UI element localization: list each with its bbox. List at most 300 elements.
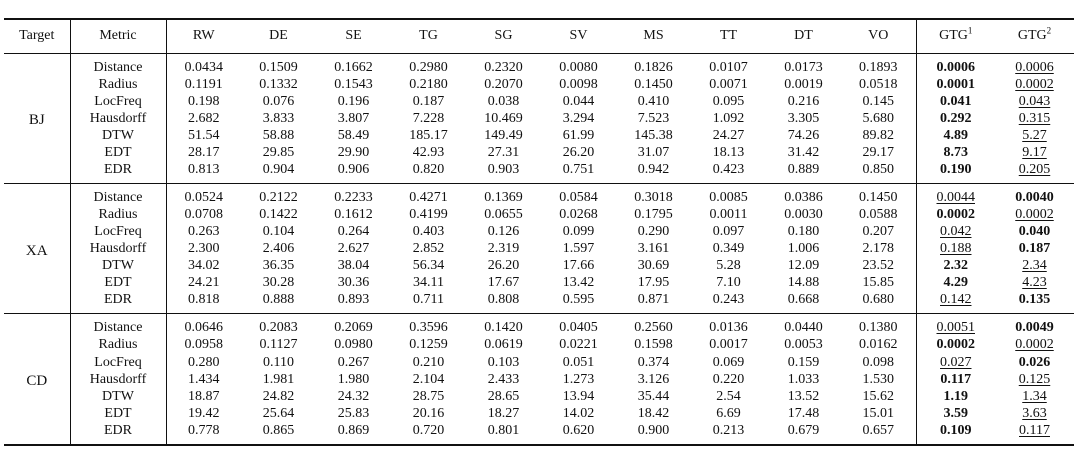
value-cell: 0.0053: [784, 337, 823, 353]
value-cell: 0.813: [188, 161, 220, 177]
value-cell: 3.161: [637, 241, 670, 257]
gtg2-cell: [995, 388, 1074, 405]
value-cell: 0.290: [637, 224, 670, 240]
value-cell: 0.904: [262, 161, 295, 177]
header-gtg1: [916, 19, 995, 53]
value-cell: 0.110: [263, 354, 294, 370]
metric-label: Hausdorff: [70, 371, 166, 388]
gtg1-value: 1.19: [943, 388, 968, 404]
value-cell: 2.54: [716, 388, 741, 404]
value-cell: 0.0098: [559, 76, 598, 92]
value-cell: 2.852: [412, 241, 445, 257]
value-cell: 20.16: [412, 405, 445, 421]
value-cell: 0.187: [412, 93, 445, 109]
value-cell: 0.0386: [784, 189, 823, 205]
value-cell: 0.865: [262, 422, 295, 438]
table-row: [4, 422, 1074, 445]
value-cell: 0.2233: [334, 189, 373, 205]
table-row: [4, 93, 1074, 110]
value-cell: 17.95: [637, 275, 670, 291]
value-cell: 38.04: [337, 258, 370, 274]
results-table-container: [4, 18, 1074, 446]
value-cell: 0.0958: [184, 337, 223, 353]
gtg2-value: 0.0002: [1015, 337, 1054, 353]
value-cell: 0.0405: [559, 320, 598, 336]
target-label: CD: [4, 314, 70, 445]
value-cell: 3.126: [637, 371, 670, 387]
value-cell: 36.35: [262, 258, 295, 274]
value-cell: 0.243: [712, 292, 745, 308]
value-cell: 15.62: [841, 388, 916, 405]
metric-label: EDT: [70, 144, 166, 161]
value-cell: 0.778: [188, 422, 220, 438]
value-cell: 3.305: [787, 110, 820, 126]
metric-label: EDT: [70, 274, 166, 291]
value-cell: 0.1422: [259, 207, 298, 223]
value-cell: 0.198: [188, 93, 220, 109]
gtg1-cell: [916, 371, 995, 388]
metric-label: Radius: [70, 336, 166, 353]
value-cell: 0.0173: [784, 59, 823, 75]
gtg2-cell: [995, 110, 1074, 127]
value-cell: 28.65: [487, 388, 520, 404]
header-method: DE: [269, 28, 288, 44]
value-cell: 3.294: [562, 110, 595, 126]
gtg1-value: 0.0002: [936, 207, 975, 223]
value-cell: 0.403: [412, 224, 445, 240]
gtg1-value: 3.59: [943, 405, 968, 421]
value-cell: 0.374: [637, 354, 670, 370]
value-cell: 0.0655: [484, 207, 523, 223]
value-cell: 0.0011: [709, 207, 748, 223]
table-row: [4, 110, 1074, 127]
value-cell: 0.423: [712, 161, 745, 177]
header-method: SG: [494, 28, 513, 44]
value-cell: 0.051: [562, 354, 595, 370]
metric-label: DTW: [70, 257, 166, 274]
value-cell: 0.0518: [841, 76, 916, 93]
gtg1-value: 0.0001: [936, 76, 975, 92]
target-group: [4, 53, 1074, 183]
value-cell: 24.82: [262, 388, 295, 404]
value-cell: 0.2069: [334, 320, 373, 336]
value-cell: 2.682: [188, 110, 220, 126]
value-cell: 0.1420: [484, 320, 523, 336]
gtg1-value: 0.0002: [936, 337, 975, 353]
gtg2-cell: [995, 371, 1074, 388]
value-cell: 0.2980: [409, 59, 448, 75]
value-cell: 0.2560: [634, 320, 673, 336]
metric-label: LocFreq: [70, 354, 166, 371]
value-cell: 0.942: [637, 161, 670, 177]
value-cell: 0.038: [487, 93, 520, 109]
value-cell: 0.3018: [634, 189, 673, 205]
gtg1-cell: [916, 206, 995, 223]
value-cell: 0.1332: [259, 76, 298, 92]
value-cell: 0.1369: [484, 189, 523, 205]
value-cell: 0.903: [487, 161, 520, 177]
table-row: [4, 291, 1074, 314]
value-cell: 0.900: [637, 422, 670, 438]
table-row: [4, 371, 1074, 388]
value-cell: 149.49: [484, 127, 523, 143]
gtg1-cell: [916, 388, 995, 405]
gtg1-value: 2.32: [943, 258, 968, 274]
gtg1-value: 0.0006: [936, 59, 975, 75]
value-cell: 0.1543: [334, 76, 373, 92]
value-cell: 29.90: [337, 144, 370, 160]
value-cell: 0.751: [562, 161, 595, 177]
value-cell: 17.48: [787, 405, 820, 421]
value-cell: 0.620: [562, 422, 595, 438]
gtg1-cell: [916, 183, 995, 206]
table-row: [4, 336, 1074, 353]
target-label: XA: [4, 183, 70, 313]
value-cell: 2.433: [487, 371, 520, 387]
value-cell: 0.349: [712, 241, 745, 257]
value-cell: 17.66: [562, 258, 595, 274]
table-row: [4, 274, 1074, 291]
value-cell: 0.210: [412, 354, 445, 370]
gtg1-value: 0.188: [940, 241, 972, 257]
value-cell: 0.0071: [709, 76, 748, 92]
gtg1-cell: [916, 336, 995, 353]
value-cell: 26.20: [487, 258, 520, 274]
value-cell: 30.28: [262, 275, 295, 291]
value-cell: 0.0584: [559, 189, 598, 205]
gtg1-cell: [916, 314, 995, 337]
value-cell: 1.092: [712, 110, 745, 126]
gtg1-value: 4.89: [943, 127, 968, 143]
value-cell: 0.906: [337, 161, 370, 177]
metric-label: EDR: [70, 161, 166, 184]
gtg2-cell: [995, 127, 1074, 144]
header-row: [4, 19, 1074, 53]
table-row: [4, 183, 1074, 206]
table-row: [4, 76, 1074, 93]
value-cell: 2.406: [262, 241, 295, 257]
value-cell: 29.85: [262, 144, 295, 160]
table-row: [4, 144, 1074, 161]
gtg1-value: 0.190: [940, 161, 972, 177]
target-label: BJ: [4, 53, 70, 183]
gtg2-cell: [995, 161, 1074, 184]
value-cell: 0.893: [337, 292, 370, 308]
value-cell: 31.07: [637, 144, 670, 160]
value-cell: 1.006: [787, 241, 820, 257]
value-cell: 23.52: [841, 257, 916, 274]
header-gtg2: [995, 19, 1074, 53]
value-cell: 29.17: [841, 144, 916, 161]
value-cell: 12.09: [787, 258, 820, 274]
gtg1-cell: [916, 240, 995, 257]
table-row: [4, 354, 1074, 371]
value-cell: 1.434: [188, 371, 220, 387]
gtg1-cell: [916, 93, 995, 110]
metric-label: Radius: [70, 76, 166, 93]
value-cell: 2.300: [188, 241, 220, 257]
metric-label: DTW: [70, 127, 166, 144]
gtg2-value: 0.043: [1018, 93, 1051, 109]
header-method: TG: [419, 28, 438, 44]
metric-label: EDR: [70, 291, 166, 314]
gtg1-value: 0.027: [940, 354, 972, 370]
table-header: [4, 19, 1074, 53]
value-cell: 0.145: [841, 93, 916, 110]
value-cell: 0.0646: [184, 320, 223, 336]
value-cell: 61.99: [562, 127, 595, 143]
value-cell: 25.64: [262, 405, 295, 421]
value-cell: 0.0708: [184, 207, 223, 223]
value-cell: 0.0524: [184, 189, 223, 205]
table-row: [4, 161, 1074, 184]
header-method: VO: [841, 19, 916, 53]
value-cell: 31.42: [787, 144, 820, 160]
value-cell: 2.319: [487, 241, 520, 257]
gtg2-value: 3.63: [1022, 405, 1047, 421]
value-cell: 0.2320: [484, 59, 523, 75]
metric-label: LocFreq: [70, 93, 166, 110]
value-cell: 34.11: [413, 275, 444, 291]
value-cell: 0.1893: [841, 53, 916, 76]
header-gtg2-base: GTG: [1017, 28, 1047, 44]
value-cell: 0.098: [841, 354, 916, 371]
gtg2-value: 5.27: [1022, 127, 1047, 143]
value-cell: 0.801: [487, 422, 520, 438]
gtg1-value: 0.142: [940, 292, 972, 308]
gtg2-cell: [995, 240, 1074, 257]
value-cell: 0.889: [787, 161, 820, 177]
gtg2-value: 0.315: [1018, 110, 1051, 126]
value-cell: 0.267: [337, 354, 370, 370]
value-cell: 0.818: [188, 292, 220, 308]
gtg2-value: 0.0006: [1015, 59, 1054, 75]
value-cell: 0.595: [562, 292, 595, 308]
gtg1-cell: [916, 405, 995, 422]
value-cell: 0.0221: [559, 337, 598, 353]
value-cell: 0.1127: [259, 337, 298, 353]
value-cell: 14.88: [787, 275, 820, 291]
value-cell: 34.02: [188, 258, 220, 274]
gtg2-value: 0.205: [1018, 161, 1051, 177]
gtg2-cell: [995, 144, 1074, 161]
value-cell: 0.0619: [484, 337, 523, 353]
value-cell: 58.88: [262, 127, 295, 143]
table-row: [4, 223, 1074, 240]
value-cell: 0.1509: [259, 59, 298, 75]
value-cell: 0.0434: [184, 59, 223, 75]
metric-label: LocFreq: [70, 223, 166, 240]
gtg1-value: 0.042: [940, 224, 972, 240]
metric-label: Hausdorff: [70, 240, 166, 257]
value-cell: 0.076: [262, 93, 295, 109]
value-cell: 14.02: [562, 405, 595, 421]
value-cell: 15.01: [841, 405, 916, 422]
value-cell: 0.888: [262, 292, 295, 308]
value-cell: 0.4199: [409, 207, 448, 223]
value-cell: 0.2083: [259, 320, 298, 336]
value-cell: 0.097: [712, 224, 745, 240]
gtg2-value: 0.0002: [1015, 76, 1054, 92]
value-cell: 28.75: [412, 388, 445, 404]
value-cell: 5.28: [716, 258, 741, 274]
value-cell: 0.4271: [409, 189, 448, 205]
metric-label: Distance: [70, 314, 166, 337]
gtg1-cell: [916, 110, 995, 127]
value-cell: 24.32: [337, 388, 370, 404]
value-cell: 3.807: [337, 110, 370, 126]
gtg1-value: 0.109: [940, 422, 972, 438]
value-cell: 0.216: [787, 93, 820, 109]
value-cell: 0.0440: [784, 320, 823, 336]
table-row: [4, 314, 1074, 337]
header-gtg1-base: GTG: [939, 28, 968, 44]
gtg1-cell: [916, 76, 995, 93]
value-cell: 30.36: [337, 275, 370, 291]
value-cell: 0.0268: [559, 207, 598, 223]
gtg1-value: 0.0051: [936, 320, 975, 336]
value-cell: 1.530: [841, 371, 916, 388]
gtg2-value: 0.135: [1018, 292, 1051, 308]
value-cell: 25.83: [337, 405, 370, 421]
table-row: [4, 127, 1074, 144]
value-cell: 0.820: [412, 161, 445, 177]
value-cell: 7.523: [637, 110, 670, 126]
gtg1-value: 8.73: [943, 144, 968, 160]
value-cell: 13.94: [562, 388, 595, 404]
gtg2-value: 0.125: [1018, 371, 1051, 387]
value-cell: 51.54: [188, 127, 220, 143]
header-gtg2-sup: 2: [1046, 25, 1052, 36]
gtg2-cell: [995, 314, 1074, 337]
gtg2-value: 0.026: [1018, 354, 1051, 370]
value-cell: 1.273: [562, 371, 595, 387]
header-method: SV: [569, 28, 588, 44]
value-cell: 74.26: [787, 127, 820, 143]
value-cell: 0.180: [787, 224, 820, 240]
value-cell: 35.44: [637, 388, 670, 404]
value-cell: 0.263: [188, 224, 220, 240]
value-cell: 1.981: [262, 371, 295, 387]
gtg2-cell: [995, 336, 1074, 353]
header-method: SE: [345, 28, 362, 44]
value-cell: 10.469: [484, 110, 523, 126]
value-cell: 0.850: [841, 161, 916, 184]
gtg2-value: 0.187: [1018, 241, 1051, 257]
header-gtg1-sup: 1: [967, 25, 973, 36]
table-row: [4, 388, 1074, 405]
value-cell: 27.31: [487, 144, 520, 160]
value-cell: 18.27: [487, 405, 520, 421]
value-cell: 0.264: [337, 224, 370, 240]
value-cell: 58.49: [337, 127, 370, 143]
value-cell: 56.34: [412, 258, 445, 274]
metric-label: Hausdorff: [70, 110, 166, 127]
value-cell: 18.42: [637, 405, 670, 421]
gtg2-cell: [995, 274, 1074, 291]
value-cell: 0.0030: [784, 207, 823, 223]
value-cell: 0.2122: [259, 189, 298, 205]
gtg2-cell: [995, 183, 1074, 206]
value-cell: 2.104: [412, 371, 445, 387]
value-cell: 0.099: [562, 224, 595, 240]
value-cell: 24.21: [188, 275, 220, 291]
table-row: [4, 405, 1074, 422]
value-cell: 0.1191: [184, 76, 223, 92]
value-cell: 0.1612: [334, 207, 373, 223]
value-cell: 0.220: [712, 371, 745, 387]
value-cell: 0.1450: [841, 183, 916, 206]
value-cell: 0.280: [188, 354, 220, 370]
header-method: TT: [719, 28, 738, 44]
value-cell: 0.657: [841, 422, 916, 445]
value-cell: 6.69: [716, 405, 741, 421]
header-method: DT: [794, 28, 813, 44]
value-cell: 0.720: [412, 422, 445, 438]
metric-label: Distance: [70, 183, 166, 206]
gtg2-value: 2.34: [1022, 258, 1047, 274]
gtg2-cell: [995, 291, 1074, 314]
value-cell: 30.69: [637, 258, 670, 274]
value-cell: 0.126: [487, 224, 520, 240]
value-cell: 0.1598: [634, 337, 673, 353]
value-cell: 0.871: [637, 292, 670, 308]
value-cell: 2.627: [337, 241, 370, 257]
value-cell: 0.869: [337, 422, 370, 438]
value-cell: 0.0080: [559, 59, 598, 75]
gtg1-cell: [916, 144, 995, 161]
gtg2-cell: [995, 223, 1074, 240]
value-cell: 0.680: [841, 291, 916, 314]
table-row: [4, 257, 1074, 274]
value-cell: 0.095: [712, 93, 745, 109]
gtg2-cell: [995, 76, 1074, 93]
gtg2-cell: [995, 93, 1074, 110]
gtg1-cell: [916, 422, 995, 445]
value-cell: 0.196: [337, 93, 370, 109]
value-cell: 0.103: [487, 354, 520, 370]
target-group: [4, 314, 1074, 445]
gtg2-value: 9.17: [1022, 144, 1047, 160]
target-group: [4, 183, 1074, 313]
value-cell: 7.228: [412, 110, 445, 126]
value-cell: 0.044: [562, 93, 595, 109]
value-cell: 0.0136: [709, 320, 748, 336]
gtg2-cell: [995, 422, 1074, 445]
gtg2-value: 0.040: [1018, 224, 1051, 240]
value-cell: 28.17: [188, 144, 220, 160]
value-cell: 0.2070: [484, 76, 523, 92]
value-cell: 18.13: [712, 144, 745, 160]
gtg2-value: 0.117: [1019, 422, 1050, 438]
value-cell: 185.17: [409, 127, 448, 143]
value-cell: 0.711: [413, 292, 444, 308]
gtg2-value: 0.0049: [1015, 320, 1054, 336]
gtg2-cell: [995, 354, 1074, 371]
value-cell: 17.67: [487, 275, 520, 291]
value-cell: 0.0107: [709, 59, 748, 75]
value-cell: 0.1380: [841, 314, 916, 337]
gtg2-cell: [995, 405, 1074, 422]
metric-label: Radius: [70, 206, 166, 223]
metric-label: DTW: [70, 388, 166, 405]
value-cell: 0.159: [787, 354, 820, 370]
gtg2-value: 4.23: [1022, 275, 1047, 291]
header-metric: Metric: [70, 19, 166, 53]
header-method: MS: [643, 28, 664, 44]
header-method: RW: [192, 28, 215, 44]
gtg1-value: 0.117: [940, 371, 972, 387]
